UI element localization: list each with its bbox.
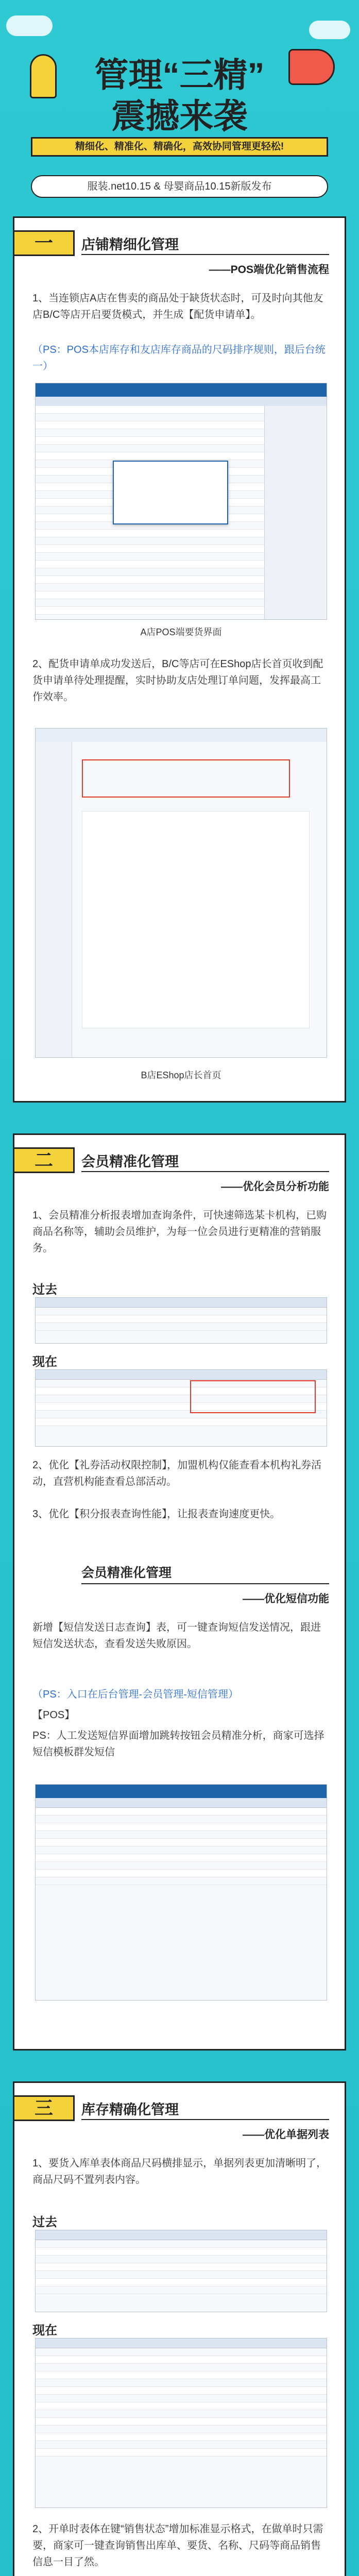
screenshot-caption: A店POS端要货界面 [140, 627, 222, 637]
section-note: （PS：POS本店库存和友店库存商品的尺码排序规则，跟后台统一） [32, 344, 326, 372]
section-paragraph: 新增【短信发送日志查询】表，可一键查询短信发送情况，跟进短信发送状态，查看发送失败原因。 [32, 1622, 321, 1650]
now-screenshot [35, 1369, 327, 1447]
screenshot-toolbar [36, 397, 327, 406]
label-now: 现在 [32, 2324, 57, 2337]
label-now: 现在 [32, 1355, 57, 1369]
section-paragraph: 3、优化【积分报表查询性能】，让报表查询速度更快。 [32, 1509, 281, 1520]
header-title-sub: 震撼来袭 [111, 97, 248, 135]
section-paragraph: 1、当连锁店A店在售卖的商品处于缺货状态时，可及时向其他友店B/C等店开启要货模式，并生成【配货申请单】。 [32, 293, 323, 320]
section-divider [81, 1583, 329, 1584]
section-paragraph: PS：人工发送短信界面增加跳转按钮会员精准分析，商家可选择短信模板群发短信 [32, 1730, 324, 1758]
screenshot-titlebar [36, 1785, 327, 1798]
screenshot-toolbar [36, 2230, 327, 2240]
section-inventory-management [13, 2081, 346, 2576]
header-title-main: 管理“三精” [94, 56, 265, 94]
section-paragraph: 1、要货入库单表体商品尺码横排显示，单据列表更加清晰明了，商品尺码不置列表内容。 [32, 2158, 327, 2185]
screenshot-titlebar [36, 728, 327, 742]
label-before: 过去 [32, 2215, 57, 2229]
section-paragraph: 1、会员精准分析报表增加查询条件，可快速筛选某卡机构，已购商品名称等，辅助会员维护，为每一位会员进行更精准的营销服务。 [32, 1210, 327, 1254]
section-paragraph: 2、优化【礼券活动权限控制】，加盟机构仅能查看本机构礼券活动，直营机构能查看总部活动。 [32, 1460, 322, 1487]
version-banner: 服装.net10.15 & 母婴商品10.15新版发布 [31, 175, 328, 198]
before-screenshot [35, 2230, 327, 2312]
header-banner [0, 0, 359, 196]
eshop-home-screenshot [35, 728, 327, 1058]
section-subtitle: ——优化单据列表 [243, 2129, 329, 2141]
screenshot-toolbar [36, 1798, 327, 1808]
screenshot-dialog [113, 461, 228, 524]
before-screenshot [35, 1297, 327, 1344]
section-member-management [13, 1133, 346, 2050]
section-subtitle: ——优化会员分析功能 [221, 1181, 329, 1193]
screenshot-toolbar [36, 1298, 327, 1308]
screenshot-content [82, 811, 310, 1028]
section-number: 二 [13, 1147, 75, 1173]
screenshot-sidepanel [264, 406, 327, 619]
screenshot-notice-box [82, 759, 290, 798]
section-number: 一 [13, 230, 75, 256]
section-paragraph: 【POS】 [32, 1709, 75, 1721]
screenshot-highlight [190, 1380, 316, 1413]
header-slogan: 精细化、精准化、精确化，高效协同管理更轻松! [31, 137, 328, 157]
subsection-subtitle: ——优化短信功能 [243, 1593, 329, 1605]
screenshot-toolbar [36, 1370, 327, 1380]
screenshot-titlebar [36, 383, 327, 397]
now-screenshot [35, 2338, 327, 2508]
section-number: 三 [13, 2095, 75, 2121]
section-title: 店铺精细化管理 [81, 237, 179, 252]
label-before: 过去 [32, 1283, 57, 1297]
section-divider [81, 1171, 329, 1172]
section-title: 会员精准化管理 [81, 1154, 179, 1170]
section-paragraph: 2、配货申请单成功发送后，B/C等店可在EShop店长首页收到配货申请单待处理提醒，实时协助友店处理订单问题，发挥最高工作效率。 [32, 658, 323, 703]
pos-requisition-screenshot [35, 383, 327, 620]
section-title: 库存精确化管理 [81, 2102, 179, 2117]
section-note: （PS：入口在后台管理-会员管理-短信管理） [32, 1689, 238, 1700]
decor-cloud-right [309, 21, 350, 39]
screenshot-left-menu [36, 742, 72, 1057]
section-divider [81, 2119, 329, 2120]
section-store-management [13, 216, 346, 1103]
decor-cloud-left [6, 15, 53, 36]
section-divider [81, 254, 329, 255]
screenshot-caption: B店EShop店长首页 [141, 1070, 221, 1080]
sms-log-screenshot [35, 1784, 327, 2001]
screenshot-toolbar [36, 2338, 327, 2348]
section-paragraph: 2、开单时表体在键“销售状态”增加标准显示格式，在做单时只需要，商家可一键查询销售出库单、要货、名称、尺码等商品销售信息一目了然。 [32, 2523, 323, 2568]
subsection-title: 会员精准化管理 [81, 1566, 172, 1580]
section-subtitle: ——POS端优化销售流程 [209, 264, 329, 276]
